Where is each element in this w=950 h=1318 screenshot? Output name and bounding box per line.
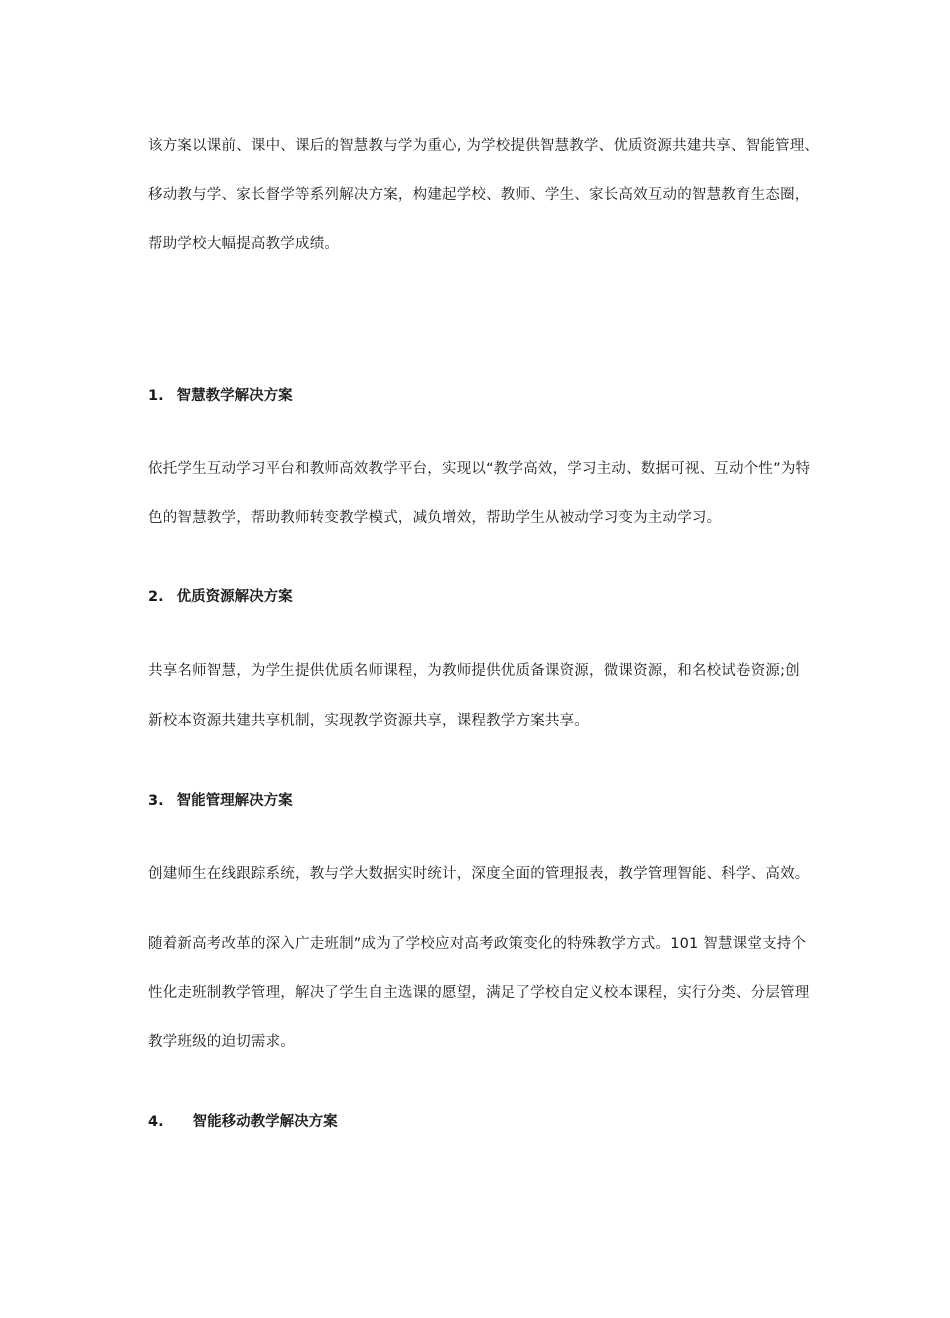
section-2-line-2: 新校本资源共建共享机制，实现教学资源共享，课程教学方案共享。 [148,713,589,729]
section-3-heading [148,789,293,810]
intro-line-2: 移动教与学、家长督学等系列解决方案，构建起学校、教师、学生、家长高效互动的智慧教育生态圈， [148,187,810,203]
section-1-heading [148,384,293,405]
section-title: 优质资源解决方案 [176,589,293,605]
section-3-line-2: 随着新高考改革的深入广走班制”成为了学校应对高考政策变化的特殊教学方式。101 智慧课堂支持个 [148,936,807,952]
intro-line-3: 帮助学校大幅提高教学成绩。 [148,236,340,252]
section-number: 2. [148,589,164,605]
section-2-heading [148,585,293,606]
section-3-line-3: 性化走班制教学管理，解决了学生自主选课的愿望，满足了学校自定义校本课程，实行分类、分层管理 [148,985,810,1001]
section-title: 智慧教学解决方案 [176,388,293,404]
section-number: 4. [148,1114,164,1130]
section-3-line-4: 教学班级的迫切需求。 [148,1034,295,1050]
section-number: 3. [148,793,164,809]
section-3-line-1: 创建师生在线跟踪系统，教与学大数据实时统计，深度全面的管理报表，教学管理智能、科学、高效。 [148,866,810,882]
intro-line-1: 该方案以课前、课中、课后的智慧教与学为重心, 为学校提供智慧教学、优质资源共建共享、智能管理、 [148,138,820,154]
section-number: 1. [148,388,164,404]
section-4-heading [148,1110,338,1131]
section-title: 智能管理解决方案 [176,793,293,809]
section-2-line-1: 共享名师智慧，为学生提供优质名师课程，为教师提供优质备课资源，微课资源，和名校试卷资源;创 [148,663,800,679]
section-title: 智能移动教学解决方案 [192,1114,338,1130]
section-1-line-1: 依托学生互动学习平台和教师高效教学平台，实现以“教学高效，学习主动、数据可视、互动个性”为特 [148,461,811,477]
section-1-line-2: 色的智慧教学，帮助教师转变教学模式，减负增效，帮助学生从被动学习变为主动学习。 [148,510,722,526]
